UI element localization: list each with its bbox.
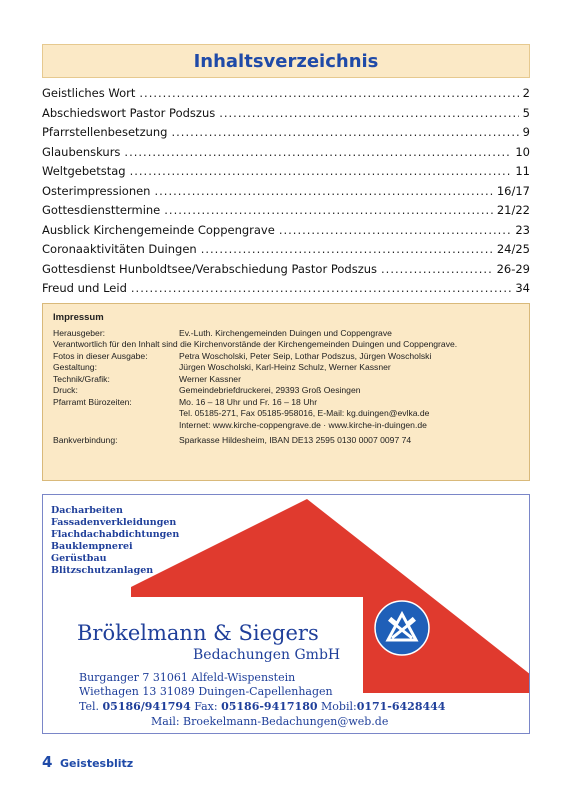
toc-entry[interactable] (42, 223, 530, 243)
impressum-row-internet (53, 420, 519, 432)
publication-name: Geistesblitz (60, 757, 134, 770)
toc-entry-title: Weltgebetstag (42, 164, 126, 178)
impressum-label: Bankverbindung: (53, 435, 118, 445)
mobil-label: Mobil: (321, 700, 357, 713)
fax-number: 05186-9417180 (221, 700, 318, 713)
contact-line (79, 700, 445, 713)
toc-entry-title: Gottesdienst Hunboldtsee/Verabschiedung Pastor Podszus (42, 261, 378, 276)
service-item: Dacharbeiten (51, 505, 123, 516)
service-item: Flachdachabdichtungen (51, 529, 180, 540)
toc-entry-page: 26-29 (496, 261, 530, 276)
toc-entry[interactable] (42, 106, 530, 126)
leader-dots (171, 125, 518, 139)
leader-dots (124, 145, 511, 159)
leader-dots (139, 86, 518, 100)
email-address[interactable]: Mail: Broekelmann-Bedachungen@web.de (151, 715, 389, 728)
address-line: Wiethagen 13 31089 Duingen-Capellenhagen (79, 685, 333, 698)
service-list (51, 505, 179, 577)
tel-label: Tel. (79, 700, 100, 713)
toc-entry-title: Abschiedswort Pastor Podszus (42, 105, 216, 120)
toc-entry[interactable] (42, 164, 530, 184)
impressum-row-druck (53, 385, 519, 397)
impressum-row-herausgeber (53, 328, 519, 340)
impressum-value: Sparkasse Hildesheim, IBAN DE13 2595 0130 0007 0097 74 (179, 435, 412, 445)
toc-entry-title: Ausblick Kirchengemeinde Coppengrave (42, 222, 275, 237)
leader-dots (131, 281, 511, 295)
impressum-label: Pfarramt Bürozeiten: (53, 396, 132, 407)
company-subtitle: Bedachungen GmbH (193, 647, 341, 663)
impressum-row-gestaltung (53, 362, 519, 374)
impressum-label: Druck: (53, 385, 78, 395)
toc-entry[interactable] (42, 125, 530, 145)
impressum-box (42, 303, 530, 481)
impressum-row-fotos (53, 351, 519, 363)
toc-entry-page: 34 (515, 281, 530, 295)
impressum-value: Jürgen Woscholski, Karl-Heinz Schulz, Werner Kassner (179, 362, 391, 372)
leader-dots (130, 164, 512, 178)
toc-entry-title: Osterimpressionen (42, 183, 151, 198)
toc-entry-page: 5 (522, 105, 530, 120)
toc-entry-title: Pfarrstellenbesetzung (42, 125, 168, 139)
toc-entry-page: 11 (515, 164, 530, 178)
toc-entry[interactable] (42, 184, 530, 204)
toc-entry-page: 2 (522, 86, 530, 100)
service-item: Fassadenverkleidungen (51, 517, 177, 528)
leader-dots (154, 184, 492, 198)
toc-entry-page: 21/22 (496, 203, 530, 217)
toc-entry[interactable] (42, 242, 530, 262)
toc-entry-title: Coronaaktivitäten Duingen (42, 242, 197, 256)
toc-entry-page: 24/25 (496, 242, 530, 256)
impressum-row-tel (53, 408, 519, 420)
toc-entry[interactable] (42, 86, 530, 106)
leader-dots (164, 203, 493, 217)
impressum-row-bank (53, 435, 519, 447)
service-item: Blitzschutzanlagen (51, 565, 154, 576)
impressum-value: Mo. 16 – 18 Uhr und Fr. 16 – 18 Uhr (179, 396, 318, 407)
fax-label: Fax: (194, 700, 218, 713)
toc-entry[interactable] (42, 203, 530, 223)
impressum-label: Herausgeber: (53, 327, 106, 338)
address-line: Burganger 7 31061 Alfeld-Wispenstein (79, 671, 296, 684)
impressum-responsibility: Verantwortlich für den Inhalt sind die Kirchenvorstände der Kirchengemeinden Duingen und Coppengrave. (53, 339, 458, 349)
impressum-value: Werner Kassner (179, 373, 241, 384)
impressum-label: Fotos in dieser Ausgabe: (53, 350, 148, 361)
toc-entry-title: Freud und Leid (42, 281, 127, 295)
impressum-heading: Impressum (53, 312, 104, 323)
roofer-guild-emblem-icon (374, 600, 430, 656)
roofer-advertisement (42, 494, 530, 734)
tel-number[interactable]: 05186/941794 (102, 700, 191, 713)
leader-dots (219, 106, 518, 120)
toc-entry[interactable] (42, 262, 530, 282)
impressum-label: Gestaltung: (53, 362, 97, 372)
toc-title-box (42, 44, 530, 78)
impressum-value: Ev.-Luth. Kirchengemeinden Duingen und Coppengrave (179, 327, 392, 338)
toc-entry-page: 23 (515, 222, 530, 237)
toc-entry-title: Gottesdiensttermine (42, 203, 161, 217)
page-footer (42, 752, 133, 771)
leader-dots (381, 262, 493, 276)
impressum-label: Technik/Grafik: (53, 373, 110, 384)
page-number: 4 (42, 753, 53, 771)
impressum-value: Petra Woscholski, Peter Seip, Lothar Podszus, Jürgen Woscholski (179, 350, 432, 361)
impressum-value: Gemeindebriefdruckerei, 29393 Groß Oesingen (179, 385, 361, 395)
toc-entry-title: Glaubenskurs (42, 144, 121, 159)
toc-entry[interactable] (42, 145, 530, 165)
impressum-row-buerozeiten (53, 397, 519, 409)
toc-entry-page: 16/17 (496, 183, 530, 198)
service-item: Gerüstbau (51, 553, 107, 564)
toc-entry-page: 10 (515, 144, 530, 159)
toc-entry-title: Geistliches Wort (42, 86, 136, 100)
mobile-number[interactable]: 0171-6428444 (356, 700, 446, 713)
service-item: Bauklempnerei (51, 541, 133, 552)
toc-entry-page: 9 (522, 125, 530, 139)
table-of-contents (42, 86, 530, 301)
page-title: Inhaltsverzeichnis (193, 50, 379, 72)
leader-dots (279, 223, 512, 237)
toc-entry[interactable] (42, 281, 530, 301)
company-name: Brökelmann & Siegers (77, 621, 319, 645)
impressum-website-links[interactable]: Internet: www.kirche-coppengrave.de · www.kirche-in-duingen.de (179, 419, 427, 430)
impressum-row-technik (53, 374, 519, 386)
impressum-contact[interactable]: Tel. 05185-271, Fax 05185-958016, E-Mail: kg.duingen@evlka.de (179, 408, 430, 418)
leader-dots (201, 242, 493, 256)
